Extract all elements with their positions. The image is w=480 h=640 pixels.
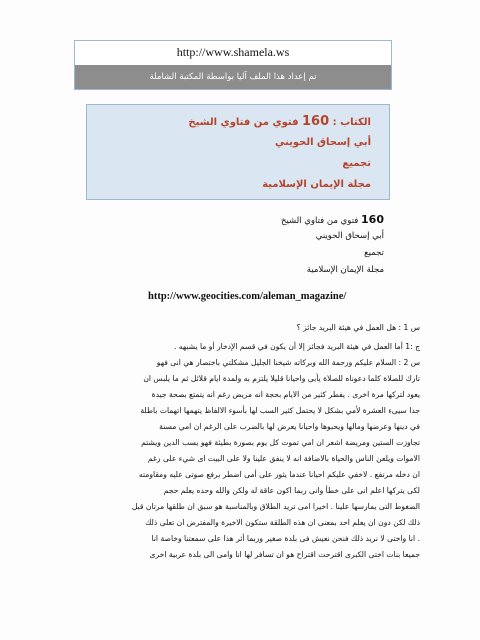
body-line: ان دخله مرتفع . لاخفي عليكم احيانا عندما يثور على أمى اضطر برفع صوتى عليه ومقاومته [138,470,420,479]
body-line: في دينها وعرضها ومالها ويحبوها واحيانا يعرض لها بالضرب على الرغم ان امي مسنة [159,422,420,431]
meta-publisher: مجلة الإيمان الإسلامية [306,265,384,275]
body-text [60,320,420,563]
body-line: تجاوزت الستين ومريضة اشعر ان امي تموت كل يوم بصورة بطيئة فهو يسب الدين ويشتم [141,438,420,447]
meta-compilation: تجميع [364,248,384,258]
book-title-box [86,104,390,200]
meta-title-rest: فتوي من فتاوي الشيخ [280,216,362,226]
header-strip-text: تم إعداد هذا الملف آليا بواسطة المكتبة الشاملة [75,65,391,89]
book-author: أبي إسحاق الحويني [274,137,371,148]
book-compilation: تجميع [342,158,371,169]
meta-block [281,211,384,279]
body-line: جميعا بنات اختى الكبرى اقترحت اقتراح هو ان تسافر لها انا وامى الى بلدة عربية اخرى [149,550,420,559]
book-title-rest: فتوي من فتاوي الشيخ [188,117,302,128]
book-title-line [87,111,371,132]
body-line: . انا واختى لا نريد ذلك فنحن نعيش فى بلدة صغير وربما أثر هذا على سمعتنا وخاصة انا [151,534,420,543]
book-label: الكتاب : [329,117,371,128]
meta-title [281,211,384,228]
body-line: ج :1 أما العمل في هيئة البريد فجائز إلا أن يكون في قسم الإدخار أو ما يشبهه . [173,342,420,351]
body-line: س 1 : هل العمل في هيئة البريد جائز ؟ [296,323,420,332]
meta-author: أبي إسحاق الحويني [315,231,384,241]
book-count: 160 [302,114,330,129]
body-line: جدا سيىء العشرة لأمي بشكل لا يحتمل كثير السب لها بأسوء الالفاظ يتهمها اتهمات باطلة [140,406,420,415]
header-url[interactable]: http://www.shamela.ws [176,45,290,59]
header-box [74,40,392,90]
body-line: يعود لتركها مرة اخرى . يفطر كثير من الايام بحجة انه مريض رغم انه يتمتع بصحة جيدة [151,390,420,399]
meta-count: 160 [361,213,384,226]
body-line: ذلك لكن دون ان يعلم احد بمعنى ان هذه الطلقة ستكون الاخيرة والمفترض ان تعلى ذلك [145,518,420,527]
body-line: س 2 : السلام عليكم ورحمة الله وبركاته شيخنا الجليل مشكلتي باختصار هي انى فهو [156,358,420,367]
book-publisher: مجلة الإيمان الإسلامية [262,179,371,190]
meta-url-link[interactable]: http://www.geocities.com/aleman_magazine/ [148,291,347,302]
body-line: تارك للصلاة كلما دعوناه للصلاة يأبى واحيانا قليلا يلتزم به ولمدة ايام قلائل ثم ما يلبس ان [143,374,420,383]
body-line: الاموات ويلعن الناس والحياة بالاضافة انه لا ينفق علينا ولا على البيت اى شيء على رغم [147,454,420,463]
body-line: الضغوط التى يمارسها علينا . اخيرا امى تريد الطلاق وبالمناسبة هو سبق ان طلقها مرتان قبل [131,502,420,511]
body-line: لكى يتركها اعلم انى على خطأ وانى ربما اكون عاقة له ولكن والله وحده يعلم حجم [163,486,420,495]
